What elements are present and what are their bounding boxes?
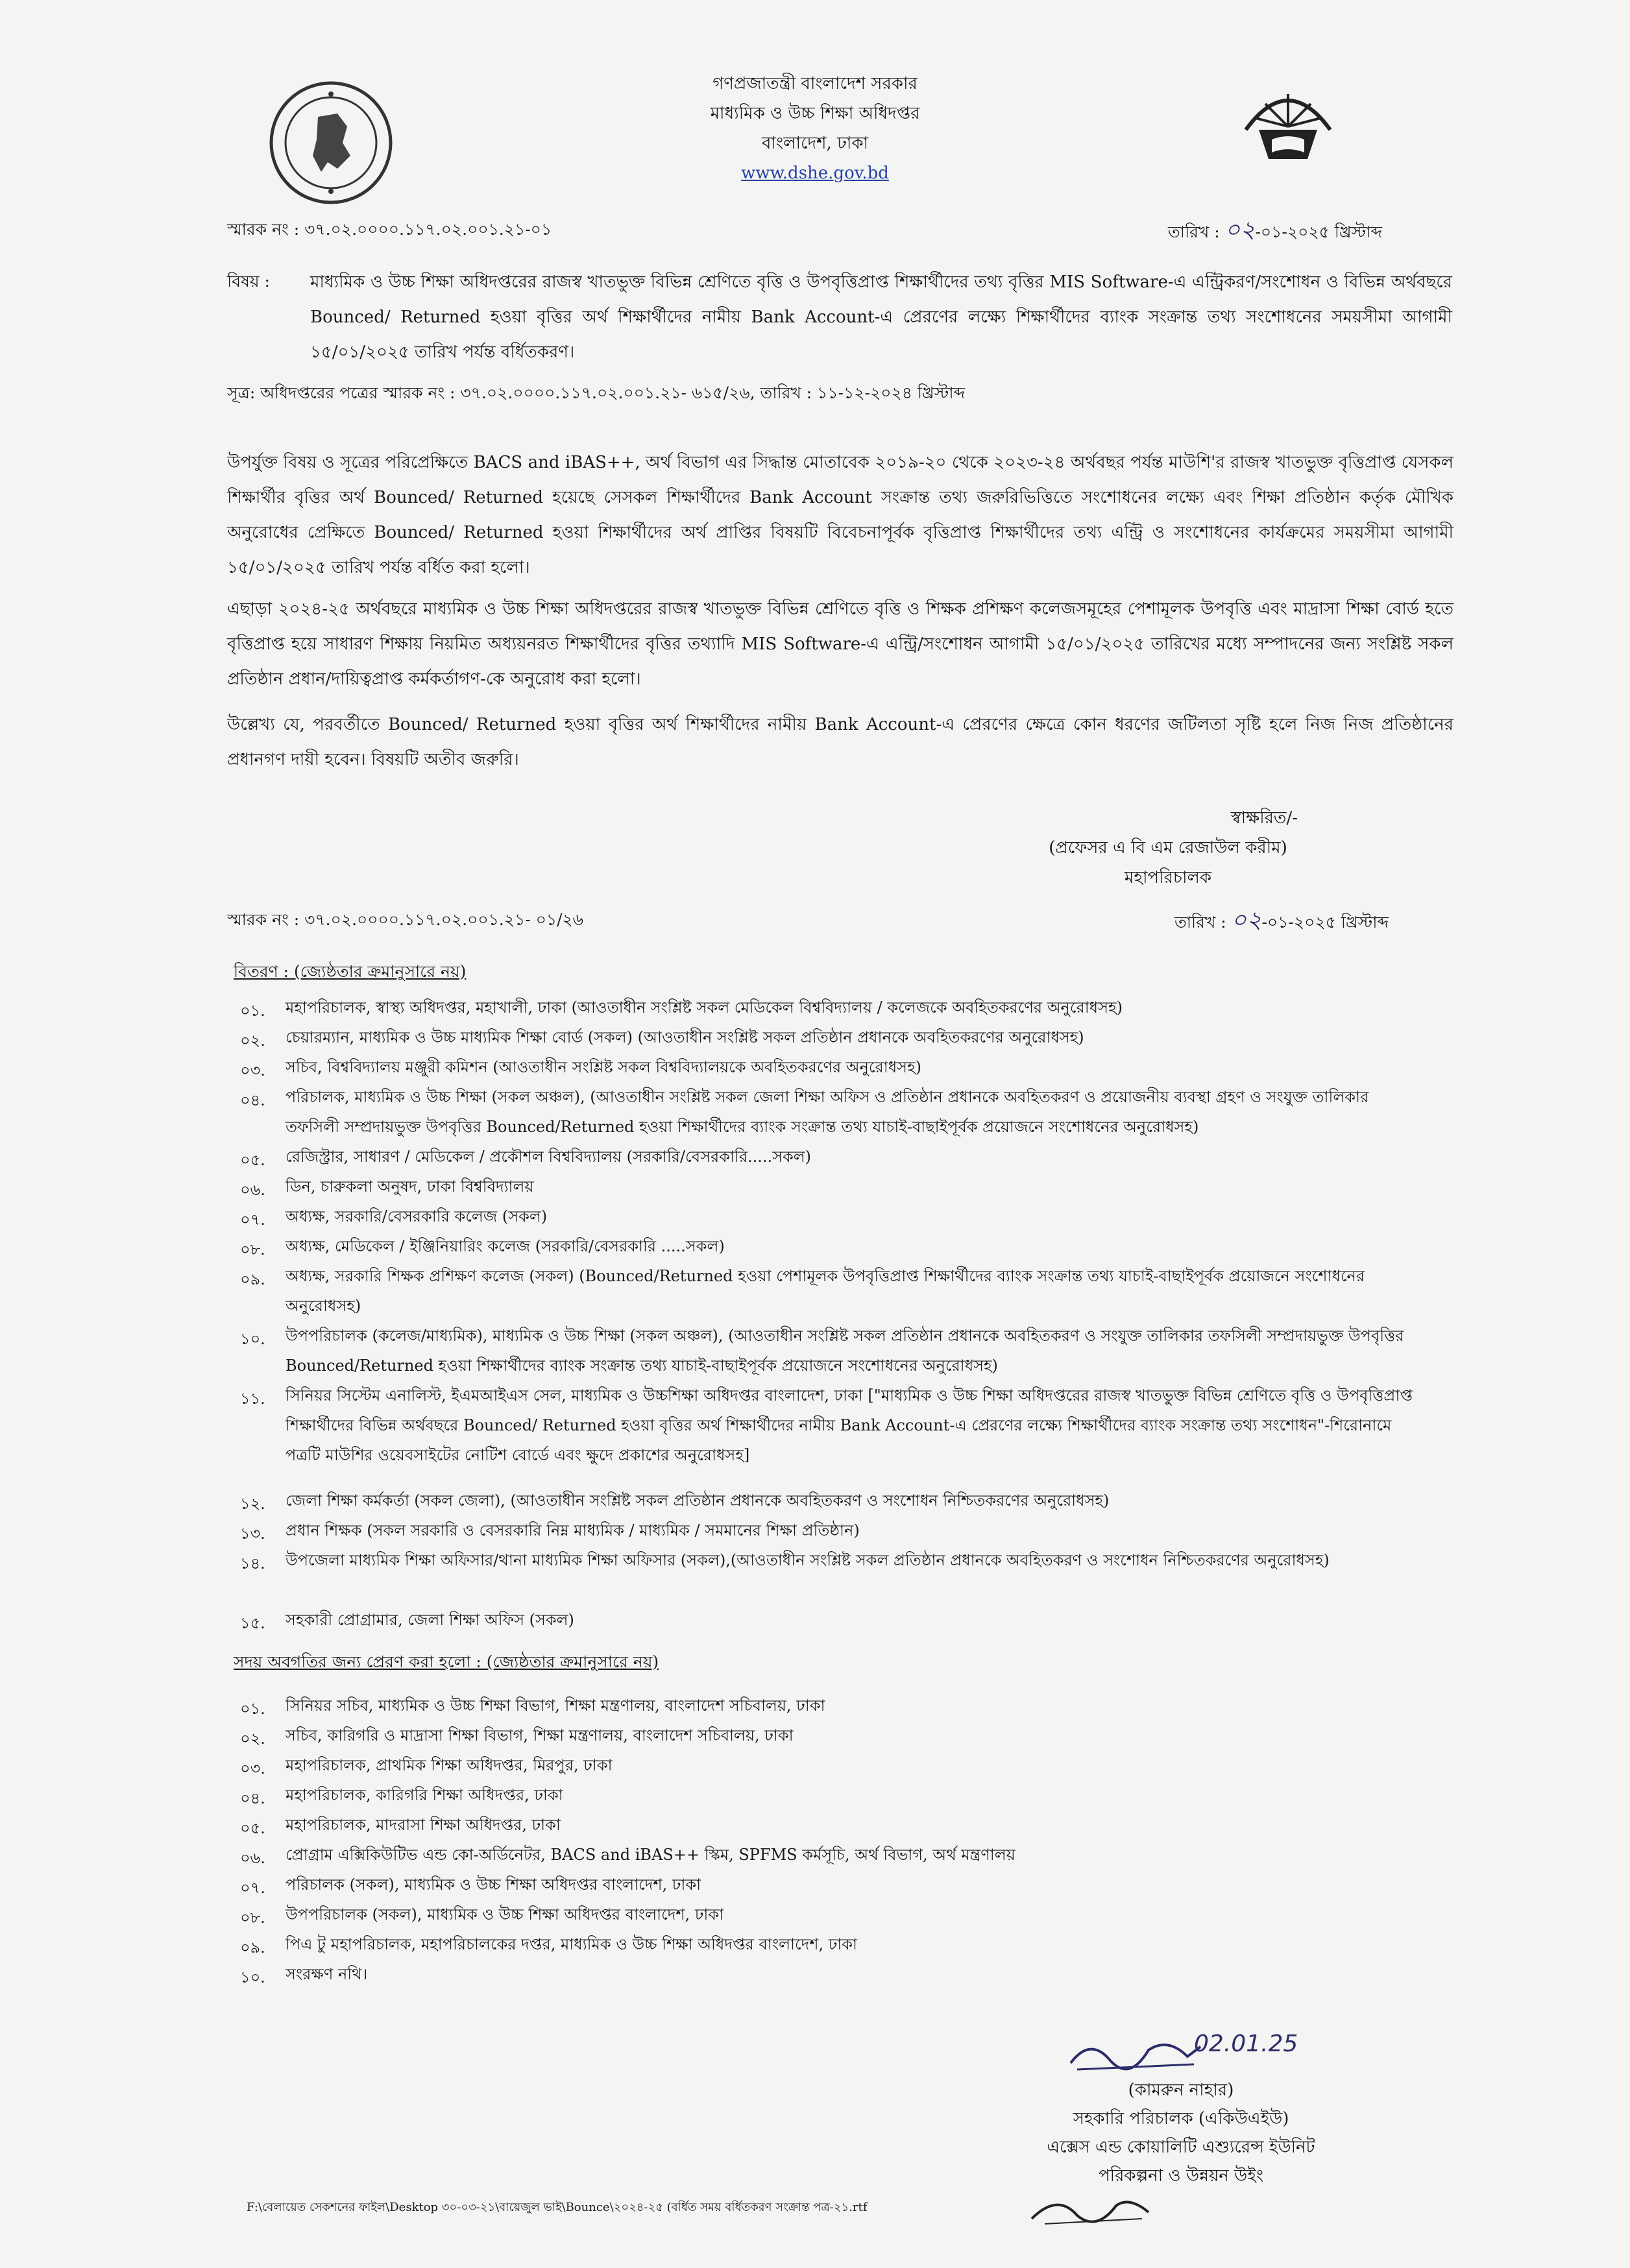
list-item: পিএ টু মহাপরিচালক, মহাপরিচালকের দপ্তর, মাধ্যমিক ও উচ্চ শিক্ষা অধিদপ্তর বাংলাদেশ, ঢাকা: [286, 1935, 857, 1953]
list-item-number: ০২.: [240, 1730, 265, 1748]
distribution-heading: বিতরণ : (জ্যেষ্ঠতার ক্রমানুসারে নয়): [234, 962, 467, 981]
signatory-name: (প্রফেসর এ বি এম রেজাউল করীম): [1049, 838, 1287, 858]
list-item: উপপরিচালক (কলেজ/মাধ্যমিক), মাধ্যমিক ও উচ্চ শিক্ষা (সকল অঞ্চল), (আওতাধীন সংশ্লিষ্ট সকল প্রতিষ্ঠান প্রধানকে অবহিতকরণ ও সংযুক্ত তালিকার তফসিলী সম্প্রদায়ভুক্ত উপবৃত্তির Bounced/Returned হওয়া শিক্ষার্থীদের ব্যাংক সংক্রান্ত তথ্য যাচাই-বাছাইপূর্বক প্রয়োজনে সংশোধনের অনুরোধসহ): [286, 1327, 1404, 1375]
list-item-number: ০৩.: [240, 1759, 265, 1778]
list-item: মহাপরিচালক, কারিগরি শিক্ষা অধিদপ্তর, ঢাকা: [286, 1786, 563, 1804]
list-item-number: ০১.: [240, 1700, 265, 1718]
list-item: অধ্যক্ষ, সরকারি/বেসরকারি কলেজ (সকল): [286, 1207, 548, 1225]
list-item: উপজেলা মাধ্যমিক শিক্ষা অফিসার/থানা মাধ্যমিক শিক্ষা অফিসার (সকল),(আওতাধীন সংশ্লিষ্ট সকল প্রতিষ্ঠান প্রধানকে অবহিতকরণ ও সংশোধন নিশ্চিতকরণের অনুরোধসহ): [286, 1551, 1330, 1569]
signature-block-1: [999, 803, 1337, 893]
list-item-number: ০৮.: [240, 1240, 265, 1259]
file-path-footer: F:\বেলায়েত সেকশনের ফাইল\Desktop ৩০-০৩-২১\বায়েজুল ভাই\Bounce\২০২৪-২৫ (বর্ধিত সময় বর্ধিতকরণ সংক্রান্ত পত্র-২১.rtf: [247, 2201, 868, 2214]
list-item-number: ০৬.: [240, 1849, 265, 1867]
location: বাংলাদেশ, ঢাকা: [761, 134, 869, 153]
list-item: চেয়ারম্যান, মাধ্যমিক ও উচ্চ মাধ্যমিক শিক্ষা বোর্ড (সকল) (আওতাধীন সংশ্লিষ্ট সকল প্রতিষ্ঠান প্রধানকে অবহিতকরণের অনুরোধসহ): [286, 1028, 1084, 1046]
list-item-number: ০৫.: [240, 1819, 265, 1837]
list-item-number: ০৭.: [240, 1211, 265, 1229]
body-paragraph-2: এছাড়া ২০২৪-২৫ অর্থবছরে মাধ্যমিক ও উচ্চ শিক্ষা অধিদপ্তরের রাজস্ব খাতভুক্ত বিভিন্ন শ্রেণিতে বৃত্তি ও শিক্ষক প্রশিক্ষণ কলেজসমূহের পেশামূলক উপবৃত্তি এবং মাদ্রাসা শিক্ষা বোর্ড হতে বৃত্তিপ্রাপ্ত হয়ে সাধারণ শিক্ষায় নিয়মিত অধ্যয়নরত শিক্ষার্থীদের বৃত্তির তথ্যাদি MIS Software-এ এন্ট্রি/সংশোধন আগামী ১৫/০১/২০২৫ তারিখের মধ্যে সম্পাদনের জন্য সংশ্লিষ্ট সকল প্রতিষ্ঠান প্রধান/দায়িত্বপ্রাপ্ত কর্মকর্তাগণ-কে অনুরোধ করা হলো।: [227, 599, 1454, 689]
body-paragraph-3: উল্লেখ্য যে, পরবর্তীতে Bounced/ Returned হওয়া বৃত্তির অর্থ শিক্ষার্থীদের নামীয় Bank Account-এ প্রেরণের ক্ষেত্রে কোন ধরণের জটিলতা সৃষ্টি হলে নিজ নিজ প্রতিষ্ঠানের প্রধানগণ দায়ী হবেন। বিষয়টি অতীব জরুরি।: [227, 715, 1454, 769]
signed-mark: স্বাক্ষরিত/-: [1230, 808, 1298, 828]
letterhead: [588, 69, 1042, 188]
signature-block-2: [1012, 2076, 1350, 2190]
handwritten-day: ০২: [1224, 217, 1256, 243]
list-item: মহাপরিচালক, মাদরাসা শিক্ষা অধিদপ্তর, ঢাকা: [286, 1816, 561, 1834]
handwritten-day-2: ০২: [1231, 907, 1262, 934]
officer-title: সহকারি পরিচালক (একিউএইউ): [1073, 2109, 1289, 2129]
list-item-number: ০৯.: [240, 1270, 265, 1288]
list-item-number: ০৮.: [240, 1909, 265, 1927]
list-item: প্রোগ্রাম এক্সিকিউটিভ এন্ড কো-অর্ডিনেটর, BACS and iBAS++ স্কিম, SPFMS কর্মসূচি, অর্থ বিভাগ, অর্থ মন্ত্রণালয়: [286, 1846, 1016, 1864]
info-heading: সদয় অবগতির জন্য প্রেরণ করা হলো : (জ্যেষ্ঠতার ক্রমানুসারে নয়): [234, 1652, 659, 1671]
initial-signature: [1025, 2186, 1162, 2232]
officer-name: (কামরুন নাহার): [1128, 2081, 1234, 2100]
date-rest: -০১-২০২৫ খ্রিস্টাব্দ: [1255, 223, 1383, 241]
list-item-number: ০৭.: [240, 1879, 265, 1897]
list-item-number: ০৪.: [240, 1789, 265, 1807]
body-paragraph-1: উপর্যুক্ত বিষয় ও সূত্রের পরিপ্রেক্ষিতে BACS and iBAS++, অর্থ বিভাগ এর সিদ্ধান্ত মোতাবেক ২০১৯-২০ থেকে ২০২৩-২৪ অর্থবছর পর্যন্ত মাউশি'র রাজস্ব খাতভুক্ত বৃত্তিপ্রাপ্ত যেসকল শিক্ষার্থীর বৃত্তির অর্থ Bounced/ Returned হয়েছে সেসকল শিক্ষার্থীদের Bank Account সংক্রান্ত তথ্য জরুরিভিত্তিতে সংশোধনের লক্ষ্যে এবং শিক্ষা প্রতিষ্ঠান কর্তৃক মৌখিক অনুরোধের প্রেক্ষিতে Bounced/ Returned হওয়া শিক্ষার্থীদের অর্থ প্রাপ্তির বিষয়টি বিবেচনাপূর্বক বৃত্তিপ্রাপ্ত শিক্ষার্থীদের তথ্য এন্ট্রি ও সংশোধনের কার্যক্রমের সময়সীমা আগামী ১৫/০১/২০২৫ তারিখ পর্যন্ত বর্ধিত করা হলো।: [227, 453, 1454, 577]
government-seal: [266, 78, 396, 208]
list-item: সচিব, কারিগরি ও মাদ্রাসা শিক্ষা বিভাগ, শিক্ষা মন্ত্রণালয়, বাংলাদেশ সচিবালয়, ঢাকা: [286, 1726, 794, 1744]
officer-unit: এক্সেস এন্ড কোয়ালিটি এশ্যুরেন্স ইউনিট: [1047, 2138, 1315, 2157]
handwritten-date: 02.01.25: [1194, 2031, 1298, 2057]
list-item: অধ্যক্ষ, মেডিকেল / ইঞ্জিনিয়ারিং কলেজ (সরকারি/বেসরকারি .....সকল): [286, 1237, 725, 1255]
list-item-number: ১৪.: [240, 1554, 265, 1573]
list-item: সহকারী প্রোগ্রামার, জেলা শিক্ষা অফিস (সকল): [286, 1611, 574, 1629]
list-item: পরিচালক, মাধ্যমিক ও উচ্চ শিক্ষা (সকল অঞ্চল), (আওতাধীন সংশ্লিষ্ট সকল জেলা শিক্ষা অফিস ও প্রতিষ্ঠান প্রধানকে অবহিতকরণ ও প্রয়োজনীয় ব্যবস্থা গ্রহণ ও সংযুক্ত তালিকার তফসিলী সম্প্রদায়ভুক্ত উপবৃত্তির Bounced/Returned হওয়া শিক্ষার্থীদের ব্যাংক সংক্রান্ত তথ্য যাচাই-বাছাইপূর্বক প্রয়োজনে সংশোধনের অনুরোধসহ): [286, 1088, 1369, 1136]
list-item: অধ্যক্ষ, সরকারি শিক্ষক প্রশিক্ষণ কলেজ (সকল) (Bounced/Returned হওয়া পেশামূলক উপবৃত্তিপ্রাপ্ত শিক্ষার্থীদের ব্যাংক সংক্রান্ত তথ্য যাচাই-বাছাইপূর্বক প্রয়োজনে সংশোধনের অনুরোধসহ): [286, 1267, 1365, 1315]
date-rest-2: -০১-২০২৫ খ্রিস্টাব্দ: [1261, 913, 1389, 932]
list-item: প্রধান শিক্ষক (সকল সরকারি ও বেসরকারি নিম্ন মাধ্যমিক / মাধ্যমিক / সমমানের শিক্ষা প্রতিষ্ঠান): [286, 1521, 860, 1539]
subject-text: মাধ্যমিক ও উচ্চ শিক্ষা অধিদপ্তরের রাজস্ব খাতভুক্ত বিভিন্ন শ্রেণিতে বৃত্তি ও উপবৃত্তিপ্রাপ্ত শিক্ষার্থীদের তথ্য বৃত্তির MIS Software-এ এন্ট্রিকরণ/সংশোধন ও বিভিন্ন অর্থবছরে Bounced/ Returned হওয়া বৃত্তির অর্থ শিক্ষার্থীদের নামীয় Bank Account-এ প্রেরণের লক্ষ্যে শিক্ষার্থীদের ব্যাংক সংক্রান্ত তথ্য সংশোধনের সময়সীমা আগামী ১৫/০১/২০২৫ তারিখ পর্যন্ত বর্ধিতকরণ।: [310, 272, 1452, 362]
government-name: গণপ্রজাতন্ত্রী বাংলাদেশ সরকার: [712, 74, 918, 93]
website-link[interactable]: www.dshe.gov.bd: [741, 163, 889, 183]
list-item: সিনিয়র সচিব, মাধ্যমিক ও উচ্চ শিক্ষা বিভাগ, শিক্ষা মন্ত্রণালয়, বাংলাদেশ সচিবালয়, ঢাকা: [286, 1696, 825, 1715]
list-item: রেজিস্ট্রার, সাধারণ / মেডিকেল / প্রকৌশল বিশ্ববিদ্যালয় (সরকারি/বেসরকারি.....সকল): [286, 1148, 812, 1166]
list-item: সিনিয়র সিস্টেম এনালিস্ট, ইএমআইএস সেল, মাধ্যমিক ও উচ্চশিক্ষা অধিদপ্তর বাংলাদেশ, ঢাকা ["মাধ্যমিক ও উচ্চ শিক্ষা অধিদপ্তরের রাজস্ব খাতভুক্ত বিভিন্ন শ্রেণিতে বৃত্তি ও উপবৃত্তিপ্রাপ্ত শিক্ষার্থীদের বিভিন্ন অর্থবছরে Bounced/ Returned হওয়া বৃত্তির অর্থ শিক্ষার্থীদের নামীয় Bank Account-এ প্রেরণের লক্ষ্যে শিক্ষার্থীদের ব্যাংক সংক্রান্ত তথ্য সংশোধন"-শিরোনামে পত্রটি মাউশির ওয়েবসাইটের নোটিশ বোর্ডে এবং ক্ষুদে প্রকাশের অনুরোধসহ]: [286, 1386, 1413, 1464]
list-item-number: ১৩.: [240, 1525, 265, 1543]
list-item: ডিন, চারুকলা অনুষদ, ঢাকা বিশ্ববিদ্যালয়: [286, 1177, 534, 1196]
list-item-number: ০৩.: [240, 1061, 265, 1080]
list-item: সংরক্ষণ নথি।: [286, 1965, 368, 1983]
list-item-number: ১১.: [240, 1390, 265, 1408]
list-item-number: ০৬.: [240, 1181, 265, 1199]
list-item-number: ১০.: [240, 1330, 265, 1348]
memo-number-2: স্মারক নং : ৩৭.০২.০০০০.১১৭.০২.০০১.২১- ০১/২৬: [227, 910, 584, 929]
officer-wing: পরিকল্পনা ও উন্নয়ন উইং: [1098, 2166, 1264, 2186]
list-item-number: ১২.: [240, 1495, 265, 1513]
date-label: তারিখ :: [1168, 223, 1220, 241]
memo-date-2: [1174, 906, 1389, 935]
memo-number: স্মারক নং : ৩৭.০২.০০০০.১১৭.০২.০০১.২১-০১: [227, 220, 552, 239]
list-item-number: ১০.: [240, 1968, 265, 1986]
memo-date: [1168, 215, 1382, 245]
source-reference: সূত্র: অধিদপ্তরের পত্রের স্মারক নং : ৩৭.০২.০০০০.১১৭.০২.০০১.২১- ৬১৫/২৬, তারিখ : ১১-১২-২০২৪ খ্রিস্টাব্দ: [227, 383, 966, 402]
date-label-2: তারিখ :: [1174, 913, 1226, 932]
list-item: উপপরিচালক (সকল), মাধ্যমিক ও উচ্চ শিক্ষা অধিদপ্তর বাংলাদেশ, ঢাকা: [286, 1905, 724, 1924]
list-item-number: ০১.: [240, 1002, 265, 1020]
list-item-number: ০৯.: [240, 1938, 265, 1957]
list-item: পরিচালক (সকল), মাধ্যমিক ও উচ্চ শিক্ষা অধিদপ্তর বাংলাদেশ, ঢাকা: [286, 1876, 701, 1894]
subject-label: বিষয় :: [227, 272, 270, 291]
list-item: মহাপরিচালক, প্রাথমিক শিক্ষা অধিদপ্তর, মিরপুর, ঢাকা: [286, 1756, 613, 1774]
list-item-number: ০৫.: [240, 1151, 265, 1169]
directorate-name: মাধ্যমিক ও উচ্চ শিক্ষা অধিদপ্তর: [710, 104, 920, 123]
list-item-number: ০৪.: [240, 1091, 265, 1109]
signatory-title: মহাপরিচালক: [1124, 868, 1212, 887]
list-item: সচিব, বিশ্ববিদ্যালয় মঞ্জুরী কমিশন (আওতাধীন সংশ্লিষ্ট সকল বিশ্ববিদ্যালয়কে অবহিতকরণের অনুরোধসহ): [286, 1058, 921, 1076]
list-item: মহাপরিচালক, স্বাস্থ্য অধিদপ্তর, মহাখালী, ঢাকা (আওতাধীন সংশ্লিষ্ট সকল মেডিকেল বিশ্ববিদ্যালয় / কলেজকে অবহিতকরণের অনুরোধসহ): [286, 998, 1123, 1017]
list-item-number: ০২.: [240, 1031, 265, 1050]
dshe-logo: [1233, 78, 1343, 169]
list-item-number: ১৫.: [240, 1614, 265, 1632]
list-item: জেলা শিক্ষা কর্মকর্তা (সকল জেলা), (আওতাধীন সংশ্লিষ্ট সকল প্রতিষ্ঠান প্রধানকে অবহিতকরণ ও সংশোধন নিশ্চিতকরণের অনুরোধসহ): [286, 1491, 1110, 1510]
